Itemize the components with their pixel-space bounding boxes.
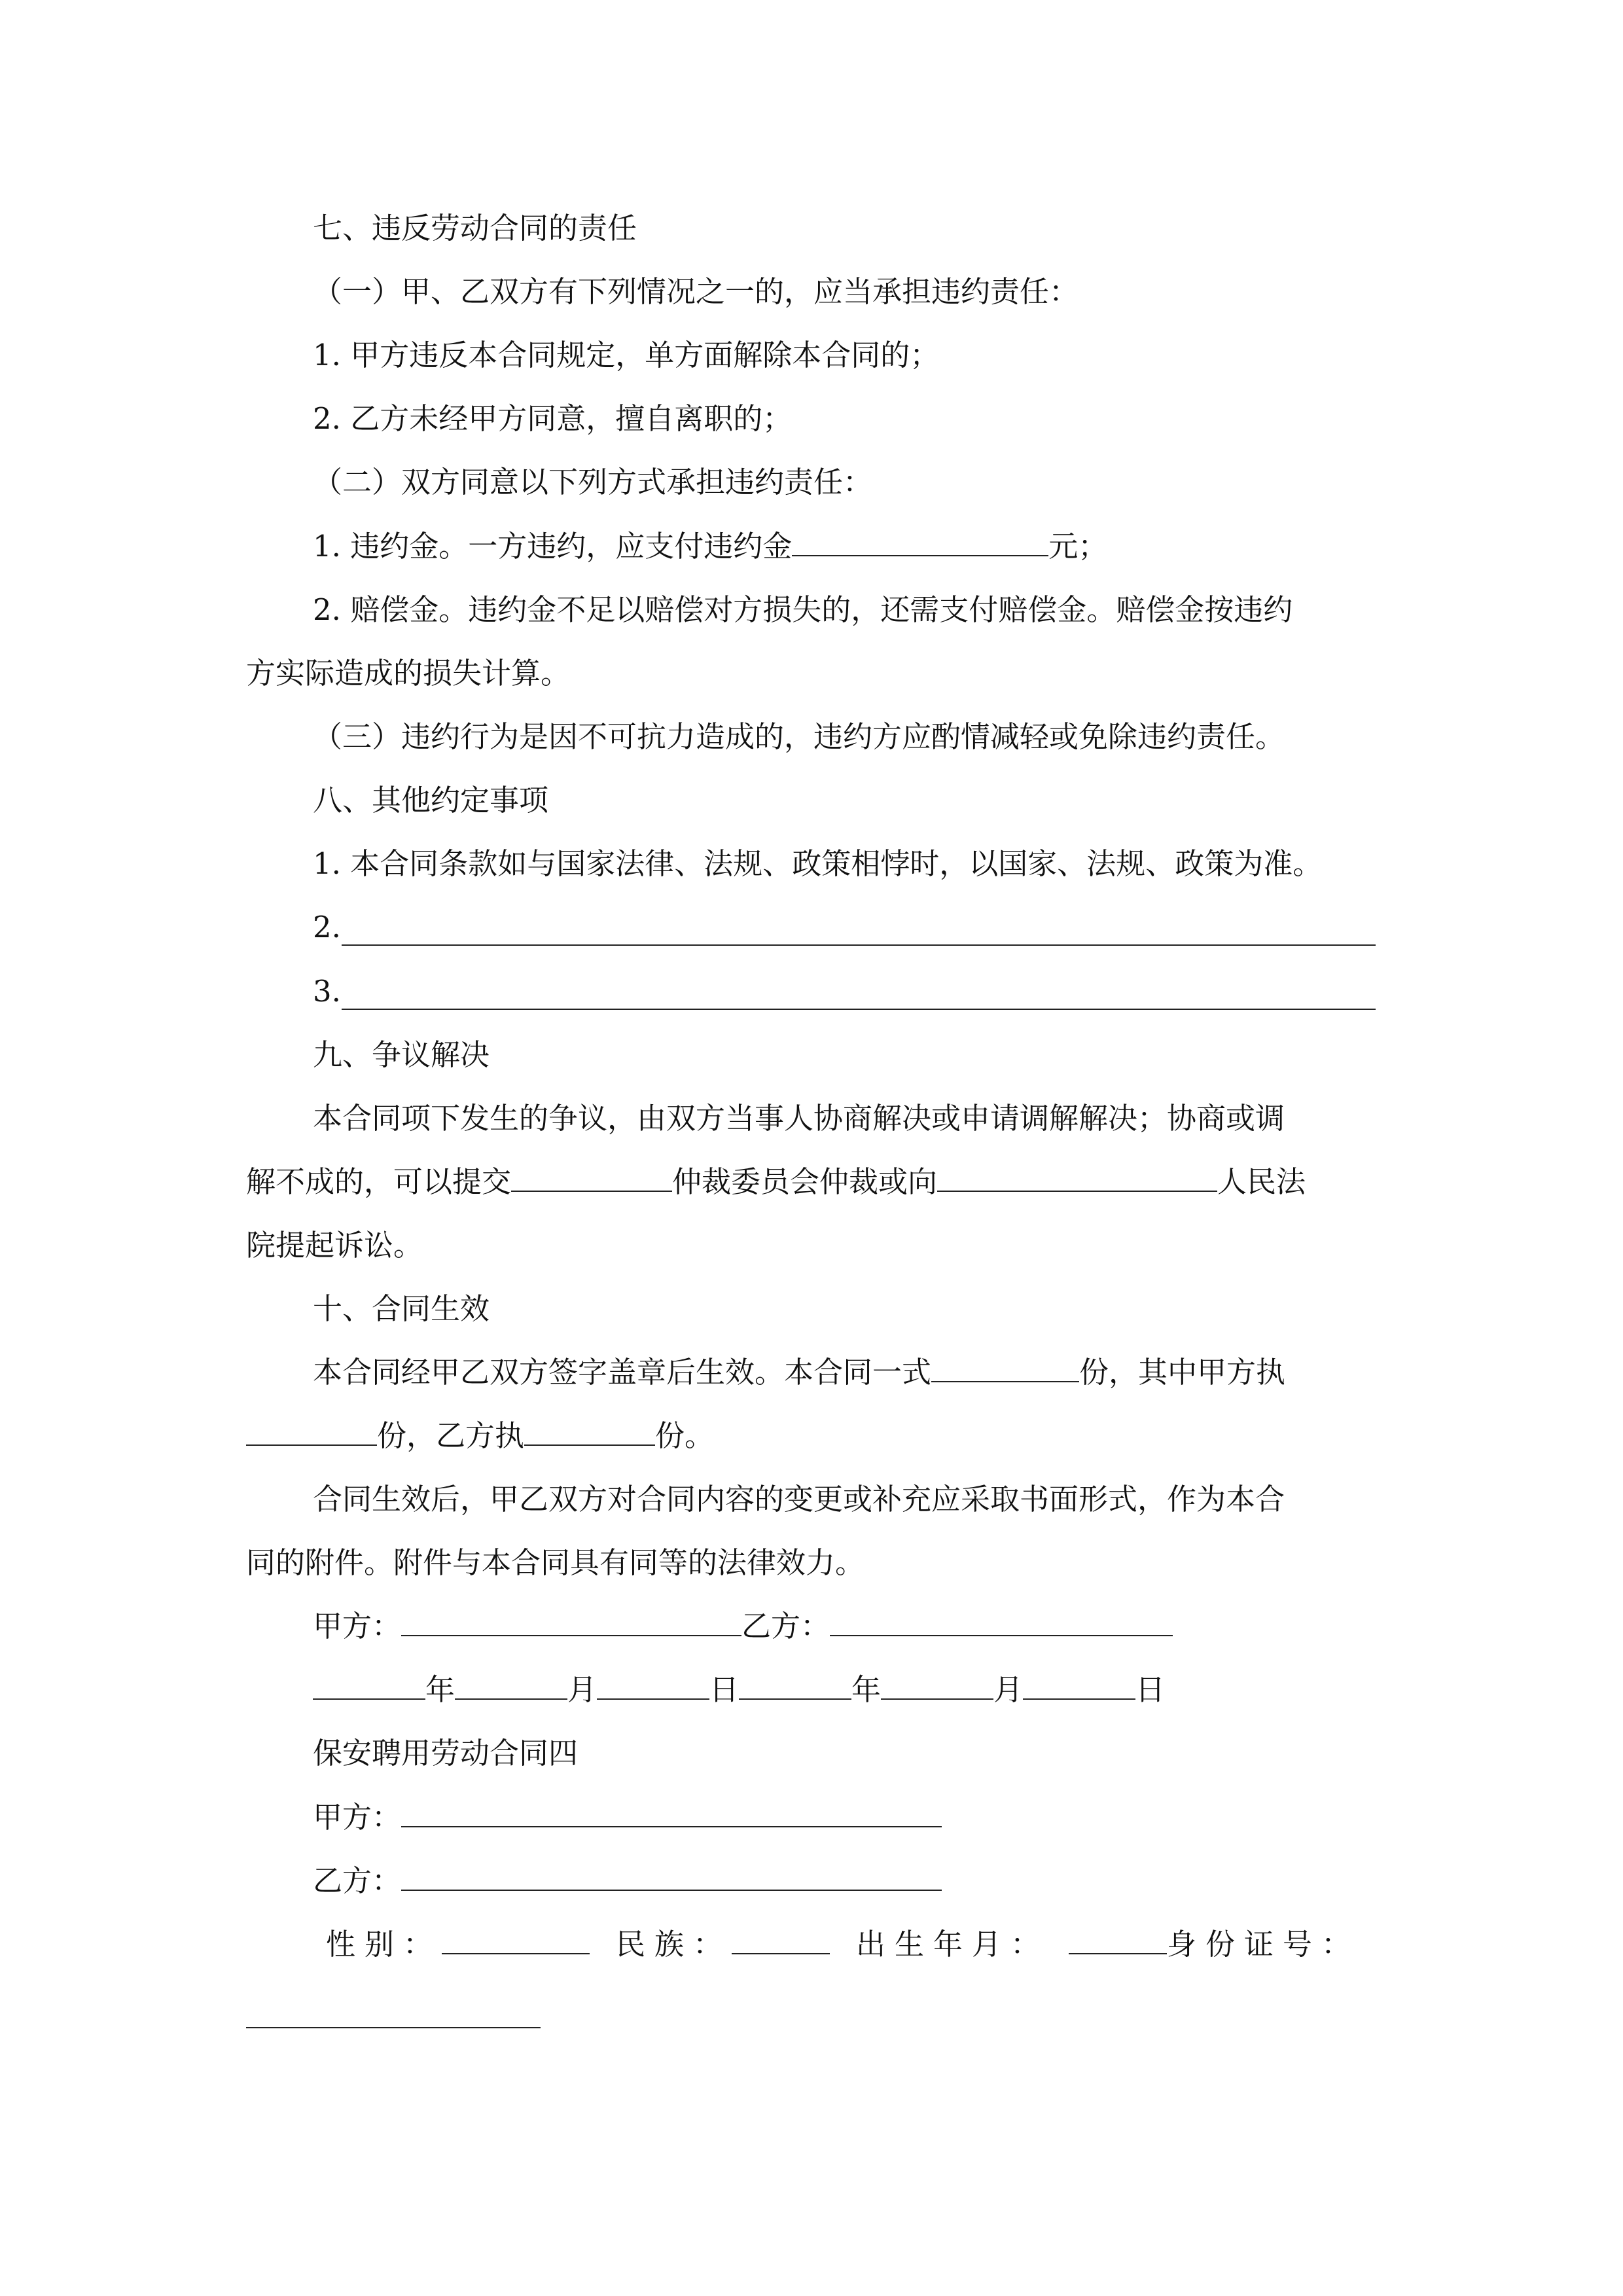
clause-7-1-item-2: 2. 乙方未经甲方同意，擅自离职的；	[313, 401, 793, 436]
clause-7-1-item-1: 1. 甲方违反本合同规定，单方面解除本合同的；	[313, 338, 940, 372]
day-label: 日	[709, 1672, 740, 1707]
gender-blank[interactable]	[442, 1924, 590, 1954]
party-a-year-blank[interactable]	[313, 1670, 425, 1700]
section-8-title: 八、其他约定事项	[313, 783, 549, 817]
month-label: 月	[567, 1672, 597, 1707]
effect-line-2	[246, 1416, 714, 1456]
gender-label: 性别：	[326, 1927, 442, 1962]
dispute-submit-label: 解不成的，可以提交	[246, 1164, 512, 1199]
party-a-day-blank[interactable]	[597, 1670, 709, 1700]
party-b-year-blank[interactable]	[739, 1670, 851, 1700]
clause-7-3: （三）违约行为是因不可抗力造成的，违约方应酌情减轻或免除违约责任。	[313, 719, 1285, 754]
party-a-copies-label: 份，其中甲方执	[1079, 1355, 1286, 1390]
month-label: 月	[993, 1672, 1024, 1707]
copies-unit: 份。	[655, 1418, 715, 1453]
birth-label: 出生年月：	[856, 1927, 1050, 1962]
section-7-title: 七、违反劳动合同的责任	[313, 211, 637, 245]
party-a-copies-blank[interactable]	[246, 1416, 377, 1446]
date-row	[313, 1670, 1165, 1710]
id-number-label: 身份证号：	[1167, 1927, 1361, 1962]
ethnicity-blank[interactable]	[732, 1924, 830, 1954]
signature-row	[313, 1606, 1173, 1647]
effect-line-3: 合同生效后，甲乙双方对合同内容的变更或补充应采取书面形式，作为本合	[313, 1482, 1285, 1516]
year-label: 年	[425, 1672, 455, 1707]
court-label: 人民法	[1217, 1164, 1306, 1199]
clause-7-2-item-1	[313, 526, 1107, 567]
party-a-sign-blank[interactable]	[401, 1606, 741, 1636]
item-8-2-blank[interactable]	[342, 944, 1376, 946]
arbitration-label: 仲裁委员会仲裁或向	[672, 1164, 938, 1199]
dispute-line-2	[246, 1162, 1306, 1202]
clause-7-2: （二）双方同意以下列方式承担违约责任：	[313, 465, 873, 499]
contract-4-title: 保安聘用劳动合同四	[313, 1736, 579, 1770]
party-a-name-blank[interactable]	[401, 1797, 942, 1827]
contract-4-personal-info	[326, 1924, 1360, 1965]
item-8-1: 1. 本合同条款如与国家法律、法规、政策相悖时，以国家、法规、政策为准。	[313, 846, 1323, 881]
penalty-unit: 元；	[1048, 529, 1108, 564]
item-8-2-label: 2.	[313, 910, 341, 944]
effect-line-1	[313, 1352, 1285, 1393]
party-b-sign-label: 乙方：	[741, 1609, 830, 1643]
effect-line-4: 同的附件。附件与本合同具有同等的法律效力。	[246, 1545, 865, 1580]
party-b-copies-blank[interactable]	[524, 1416, 655, 1446]
birth-blank[interactable]	[1069, 1924, 1167, 1954]
party-b-day-blank[interactable]	[1023, 1670, 1135, 1700]
penalty-label: 1. 违约金。一方违约，应支付违约金	[313, 529, 793, 564]
contract-4-party-a	[313, 1797, 942, 1838]
party-b-sign-blank[interactable]	[830, 1606, 1173, 1636]
item-8-3-label: 3.	[313, 974, 341, 1009]
party-a-month-blank[interactable]	[455, 1670, 567, 1700]
day-label: 日	[1135, 1672, 1166, 1707]
year-label: 年	[851, 1672, 882, 1707]
party-b-copies-label: 份，乙方执	[377, 1418, 525, 1453]
copies-label: 本合同经甲乙双方签字盖章后生效。本合同一式	[313, 1355, 932, 1390]
penalty-amount-blank[interactable]	[792, 526, 1048, 556]
clause-7-2-item-2-line-2: 方实际造成的损失计算。	[246, 656, 571, 691]
total-copies-blank[interactable]	[931, 1352, 1079, 1382]
party-b-name-blank[interactable]	[401, 1861, 942, 1891]
clause-7-2-item-2-line-1: 2. 赔偿金。违约金不足以赔偿对方损失的，还需支付赔偿金。赔偿金按违约	[313, 592, 1293, 627]
section-9-title: 九、争议解决	[313, 1037, 490, 1072]
party-b-month-blank[interactable]	[881, 1670, 993, 1700]
party-b-label: 乙方：	[313, 1863, 402, 1898]
party-a-label: 甲方：	[313, 1800, 402, 1835]
ethnicity-label: 民族：	[616, 1927, 732, 1962]
id-number-blank[interactable]	[246, 2027, 541, 2028]
arbitration-committee-blank[interactable]	[511, 1162, 672, 1192]
item-8-3-blank[interactable]	[342, 1009, 1376, 1010]
clause-7-1: （一）甲、乙双方有下列情况之一的，应当承担违约责任：	[313, 274, 1079, 309]
contract-4-party-b	[313, 1861, 942, 1901]
party-a-sign-label: 甲方：	[313, 1609, 402, 1643]
dispute-line-3: 院提起诉讼。	[246, 1228, 423, 1263]
dispute-line-1: 本合同项下发生的争议，由双方当事人协商解决或申请调解解决；协商或调	[313, 1101, 1285, 1136]
court-blank[interactable]	[937, 1162, 1217, 1192]
section-10-title: 十、合同生效	[313, 1291, 490, 1326]
